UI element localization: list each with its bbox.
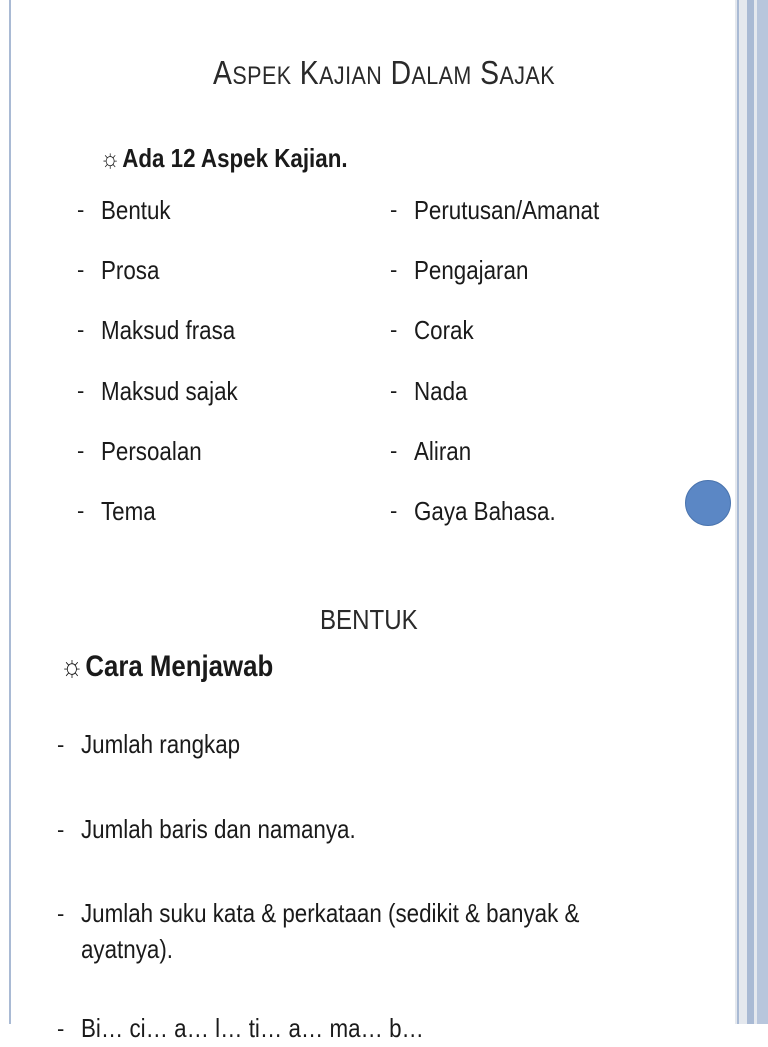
dash-bullet: - <box>390 317 398 343</box>
dash-bullet: - <box>77 257 85 283</box>
title-word: ASPEK <box>213 54 292 91</box>
dash-bullet: - <box>57 901 65 926</box>
dash-bullet: - <box>77 317 85 343</box>
aspect-count-heading <box>100 143 348 174</box>
title-word: SAJAK <box>480 54 555 91</box>
slide-nav-dot[interactable] <box>685 480 731 526</box>
dash-bullet: - <box>77 497 85 523</box>
right-frame-line <box>737 0 739 1024</box>
dash-bullet: - <box>57 817 65 842</box>
method-heading-text: Cara Menjawab <box>85 650 274 683</box>
dash-bullet: - <box>390 437 398 463</box>
list-item: - Jumlah rangkap <box>57 726 721 762</box>
dash-bullet: - <box>77 197 85 222</box>
dash-bullet: - <box>77 437 85 463</box>
dash-bullet: - <box>390 257 398 283</box>
left-frame-line <box>9 0 11 1024</box>
sun-star-icon: ☼ <box>60 650 84 683</box>
list-item: - Jumlah suku kata & perkataan (sedikit & banyak & ayatnya). <box>57 898 580 964</box>
right-frame-line <box>747 0 754 1024</box>
page-title <box>54 54 714 92</box>
title-word: DALAM <box>390 54 472 91</box>
dash-bullet: - <box>77 377 85 403</box>
section-heading: BENTUK <box>320 604 418 635</box>
dash-bullet: - <box>57 732 65 757</box>
sun-star-icon: ☼ <box>100 143 121 173</box>
dash-bullet: - <box>390 497 398 523</box>
title-word: KAJIAN <box>299 54 383 91</box>
dash-bullet: - <box>390 197 398 222</box>
right-frame-line <box>757 0 768 1024</box>
aspect-count-text: Ada 12 Aspek Kajian. <box>122 143 348 173</box>
dash-bullet: - <box>390 377 398 403</box>
dash-bullet: - <box>57 1016 65 1041</box>
method-heading <box>60 650 273 684</box>
list-item: - Bi… ci… a… l… ti… a… ma… b… <box>57 1010 721 1046</box>
list-item: - Jumlah baris dan namanya. <box>57 811 721 847</box>
